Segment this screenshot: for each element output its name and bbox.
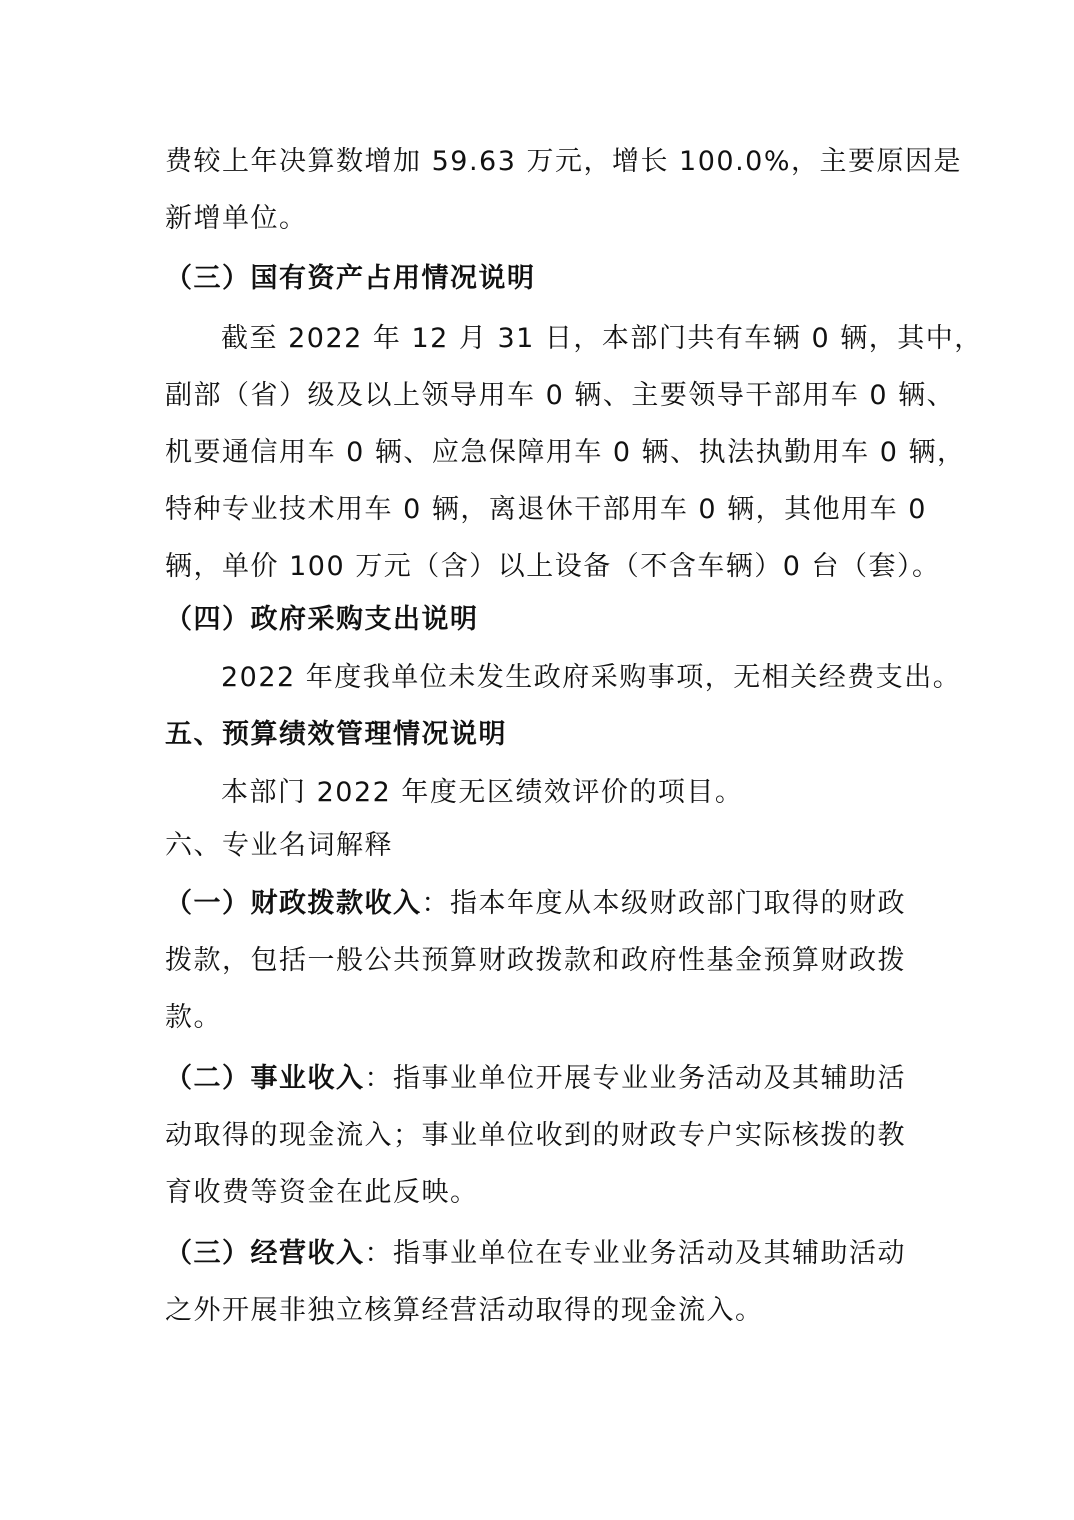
- paragraph-line: 之外开展非独立核算经营活动取得的现金流入。: [165, 1295, 764, 1326]
- paragraph-line: 副部（省）级及以上领导用车 0 辆、主要领导干部用车 0 辆、: [165, 380, 956, 411]
- glossary-term: （一）财政拨款收入: [165, 888, 422, 919]
- paragraph-line: 特种专业技术用车 0 辆，离退休干部用车 0 辆，其他用车 0: [165, 494, 927, 525]
- glossary-definition: ：指事业单位开展专业业务活动及其辅助活: [364, 1063, 906, 1094]
- paragraph-line: 机要通信用车 0 辆、应急保障用车 0 辆、执法执勤用车 0 辆，: [165, 437, 966, 468]
- glossary-definition: ：指事业单位在专业业务活动及其辅助活动: [364, 1238, 906, 1269]
- glossary-entry-fiscal-appropriation: [165, 875, 925, 932]
- paragraph-line: 费较上年决算数增加 59.63 万元，增长 100.0%，主要原因是: [165, 146, 962, 177]
- section-heading-glossary: 六、专业名词解释: [165, 830, 393, 861]
- paragraph-line: 本部门 2022 年度无区绩效评价的项目。: [221, 777, 744, 808]
- paragraph-line: 截至 2022 年 12 月 31 日，本部门共有车辆 0 辆，其中，: [221, 323, 983, 354]
- glossary-entry-operating-income: [165, 1225, 925, 1282]
- section-heading-assets: （三）国有资产占用情况说明: [165, 263, 536, 294]
- section-heading-procurement: （四）政府采购支出说明: [165, 604, 479, 635]
- paragraph-line: 辆，单价 100 万元（含）以上设备（不含车辆）0 台（套）。: [165, 551, 941, 582]
- document-body: [165, 133, 983, 1339]
- paragraph-line: 2022 年度我单位未发生政府采购事项，无相关经费支出。: [221, 662, 962, 693]
- paragraph-line: 款。: [165, 1002, 222, 1033]
- glossary-term: （二）事业收入: [165, 1063, 365, 1094]
- paragraph-line: 新增单位。: [165, 203, 308, 234]
- section-heading-performance: 五、预算绩效管理情况说明: [165, 719, 507, 750]
- paragraph-line: 育收费等资金在此反映。: [165, 1177, 479, 1208]
- glossary-entry-business-income: [165, 1050, 925, 1107]
- paragraph-line: 拨款，包括一般公共预算财政拨款和政府性基金预算财政拨: [165, 945, 906, 976]
- paragraph-line: 动取得的现金流入；事业单位收到的财政专户实际核拨的教: [165, 1120, 906, 1151]
- glossary-definition: ：指本年度从本级财政部门取得的财政: [421, 888, 906, 919]
- glossary-term: （三）经营收入: [165, 1238, 365, 1269]
